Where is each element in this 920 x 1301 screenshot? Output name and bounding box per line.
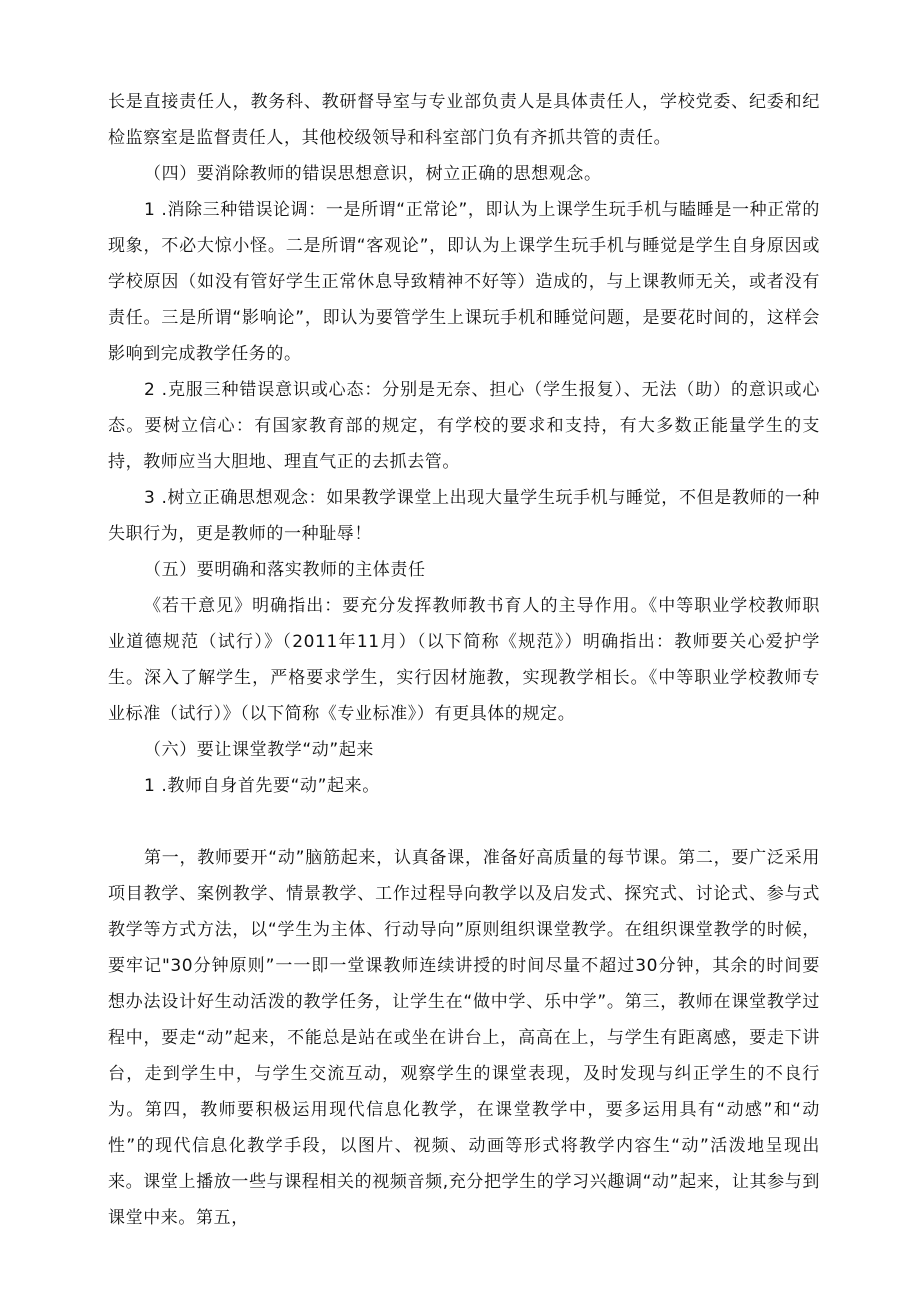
paragraph-teaching-methods: 第一，教师要开“动”脑筋起来，认真备课，准备好高质量的每节课。第二，要广泛采用项目教学、案例教学、情景教学、工作过程导向教学以及启发式、探究式、讨论式、参与式教学等方式方法，以“学生为主体、行动导向”原则组织课堂教学。在组织课堂教学的时候，要牢记"30分钟原则”一一即一堂课教师连续讲授的时间尽量不超过30分钟，其余的时间要想办法设计好生动活泼的教学任务，让学生在“做中学、乐中学”。第三，教师在课堂教学过程中，要走“动”起来，不能总是站在或坐在讲台上，高高在上，与学生有距离感，要走下讲台，走到学生中，与学生交流互动，观察学生的课堂表现，及时发现与纠正学生的不良行为。第四，教师要积极运用现代信息化教学，在课堂教学中，要多运用具有“动感”和“动性”的现代信息化教学手段，以图片、视频、动画等形式将教学内容生“动”活泼地呈现出来。课堂上播放一些与课程相关的视频音频,充分把学生的学习兴趣调“动”起来，让其参与到课堂中来。第五， bbox=[108, 848, 820, 1228]
heading-section-4: （四）要消除教师的错误思想意识，树立正确的思想观念。 bbox=[144, 164, 602, 184]
heading-section-5: （五）要明确和落实教师的主体责任 bbox=[144, 560, 426, 580]
paragraph-responsibility-continued: 长是直接责任人，教务科、教研督导室与专业部负责人是具体责任人，学校党委、纪委和纪检监察室是监督责任人，其他校级领导和科室部门负有齐抓共管的责任。 bbox=[108, 92, 820, 148]
paragraph-sub-item-1: 1 .教师自身首先要“动”起来。 bbox=[144, 776, 380, 796]
paragraph-item-3: 3 .树立正确思想观念：如果教学课堂上出现大量学生玩手机与睡觉，不但是教师的一种失职行为，更是教师的一种耻辱！ bbox=[108, 488, 820, 544]
paragraph-item-1: 1 .消除三种错误论调：一是所谓“正常论”，即认为上课学生玩手机与瞌睡是一种正常的现象，不必大惊小怪。二是所谓“客观论”，即认为上课学生玩手机与睡觉是学生自身原因或学校原因（如没有管好学生正常休息导致精神不好等）造成的，与上课教师无关，或者没有责任。三是所谓“影响论”，即认为要管学生上课玩手机和睡觉问题，是要花时间的，这样会影响到完成教学任务的。 bbox=[108, 200, 820, 364]
paragraph-item-2: 2 .克服三种错误意识或心态：分别是无奈、担心（学生报复）、无法（助）的意识或心态。要树立信心：有国家教育部的规定，有学校的要求和支持，有大多数正能量学生的支持，教师应当大胆地、理直气正的去抓去管。 bbox=[108, 380, 820, 472]
heading-section-6: （六）要让课堂教学“动”起来 bbox=[144, 740, 375, 760]
paragraph-opinions: 《若干意见》明确指出：要充分发挥教师教书育人的主导作用。《中等职业学校教师职业道德规范（试行）》（2011年11月）（以下简称《规范》）明确指出：教师要关心爱护学生。深入了解学生，严格要求学生，实行因材施教，实现教学相长。《中等职业学校教师专业标准（试行）》（以下简称《专业标准》）有更具体的规定。 bbox=[108, 596, 820, 724]
